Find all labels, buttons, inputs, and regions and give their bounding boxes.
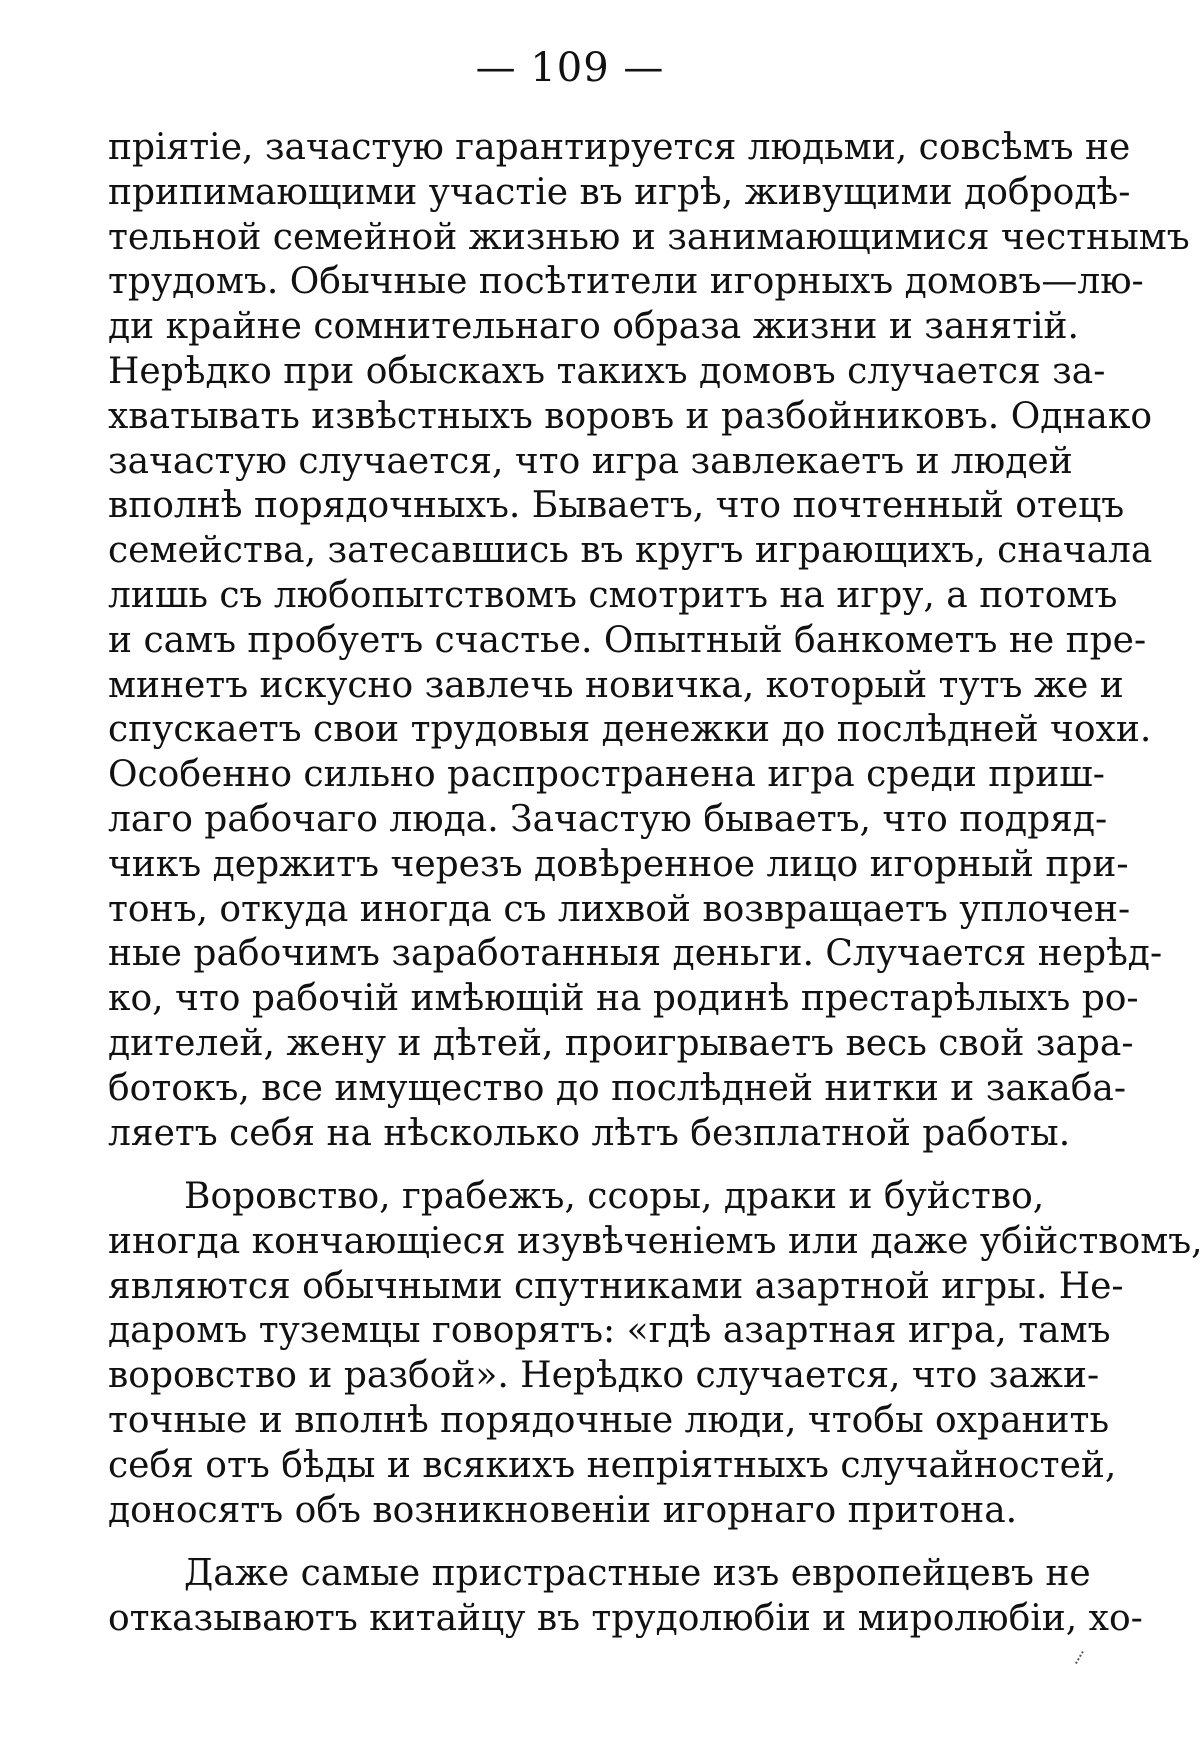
text-line: трудомъ. Обычные посѣтители игорныхъ домовъ—лю- — [108, 261, 1144, 303]
text-line: отказываютъ китайцу въ трудолюбіи и миролюбіи, хо- — [108, 1597, 1143, 1639]
text-line: пріятіе, зачастую гарантируется людьми, совсѣмъ не — [108, 127, 1131, 168]
text-line: и самъ пробуетъ счастье. Опытный банкометъ не пре- — [108, 619, 1147, 661]
text-line: ко, что рабочій имѣющій на родинѣ престарѣлыхъ ро- — [108, 978, 1139, 1020]
text-line: ботокъ, все имущество до послѣдней нитки и закаба- — [108, 1067, 1127, 1109]
text-line: иногда кончающіеся изувѣченіемъ или даже убійствомъ, — [108, 1220, 1203, 1262]
text-line: доносятъ объ возникновеніи игорнаго притона. — [108, 1489, 1018, 1531]
ink-speck-mark — [1075, 1651, 1089, 1667]
text-line: себя отъ бѣды и всякихъ непріятныхъ случайностей, — [108, 1444, 1117, 1486]
text-line: лаго рабочаго люда. Зачастую бываетъ, что подряд- — [108, 798, 1108, 840]
text-line: тельной семейной жизнью и занимающимися честнымъ — [108, 216, 1190, 258]
text-line: дителей, жену и дѣтей, проигрываетъ весь свой зара- — [108, 1022, 1134, 1064]
text-line: вполнѣ порядочныхъ. Бываетъ, что почтенный отецъ — [108, 485, 1125, 527]
text-line: минетъ искусно завлечь новичка, который тутъ же и — [108, 664, 1124, 706]
text-line: лишь съ любопытствомъ смотритъ на игру, а потомъ — [108, 574, 1118, 616]
text-line: ди крайне сомнительнаго образа жизни и занятій. — [108, 306, 1079, 348]
text-line: ные рабочимъ заработанныя деньги. Случается нерѣд- — [108, 933, 1163, 975]
text-line: семейства, затесавшись въ кругъ играющихъ, сначала — [108, 530, 1153, 572]
text-line: точные и вполнѣ порядочные люди, чтобы охранить — [108, 1399, 1110, 1441]
text-line: чикъ держитъ черезъ довѣренное лицо игорный при- — [108, 843, 1129, 885]
paragraph-1 — [108, 126, 1190, 1156]
paragraph-3 — [108, 1552, 1143, 1642]
text-line: Нерѣдко при обыскахъ такихъ домовъ случается за- — [108, 350, 1106, 392]
text-line: даромъ туземцы говорятъ: «гдѣ азартная игра, тамъ — [108, 1310, 1111, 1352]
text-line: зачастую случается, что игра завлекаетъ и людей — [108, 440, 1073, 482]
page-number: — 109 — — [475, 45, 665, 91]
text-line: спускаетъ свои трудовыя денежки до послѣдней чохи. — [108, 709, 1152, 751]
text-line: Особенно сильно распространена игра среди приш- — [108, 754, 1105, 796]
paragraph-2 — [108, 1175, 1203, 1533]
text-line: припимающими участіе въ игрѣ, живущими добродѣ- — [108, 171, 1131, 213]
text-line: воровство и разбой». Нерѣдко случается, что зажи- — [108, 1355, 1100, 1397]
text-line: Даже самые пристрастные изъ европейцевъ не — [184, 1553, 1091, 1594]
text-line: хватывать извѣстныхъ воровъ и разбойниковъ. Однако — [108, 395, 1152, 437]
text-line: Воровство, грабежъ, ссоры, драки и буйство, — [184, 1176, 1045, 1217]
text-line: ляетъ себя на нѣсколько лѣтъ безплатной работы. — [108, 1112, 1071, 1154]
text-line: тонъ, откуда иногда съ лихвой возвращаетъ уплочен- — [108, 888, 1131, 930]
text-line: являются обычными спутниками азартной игры. Не- — [108, 1265, 1124, 1307]
